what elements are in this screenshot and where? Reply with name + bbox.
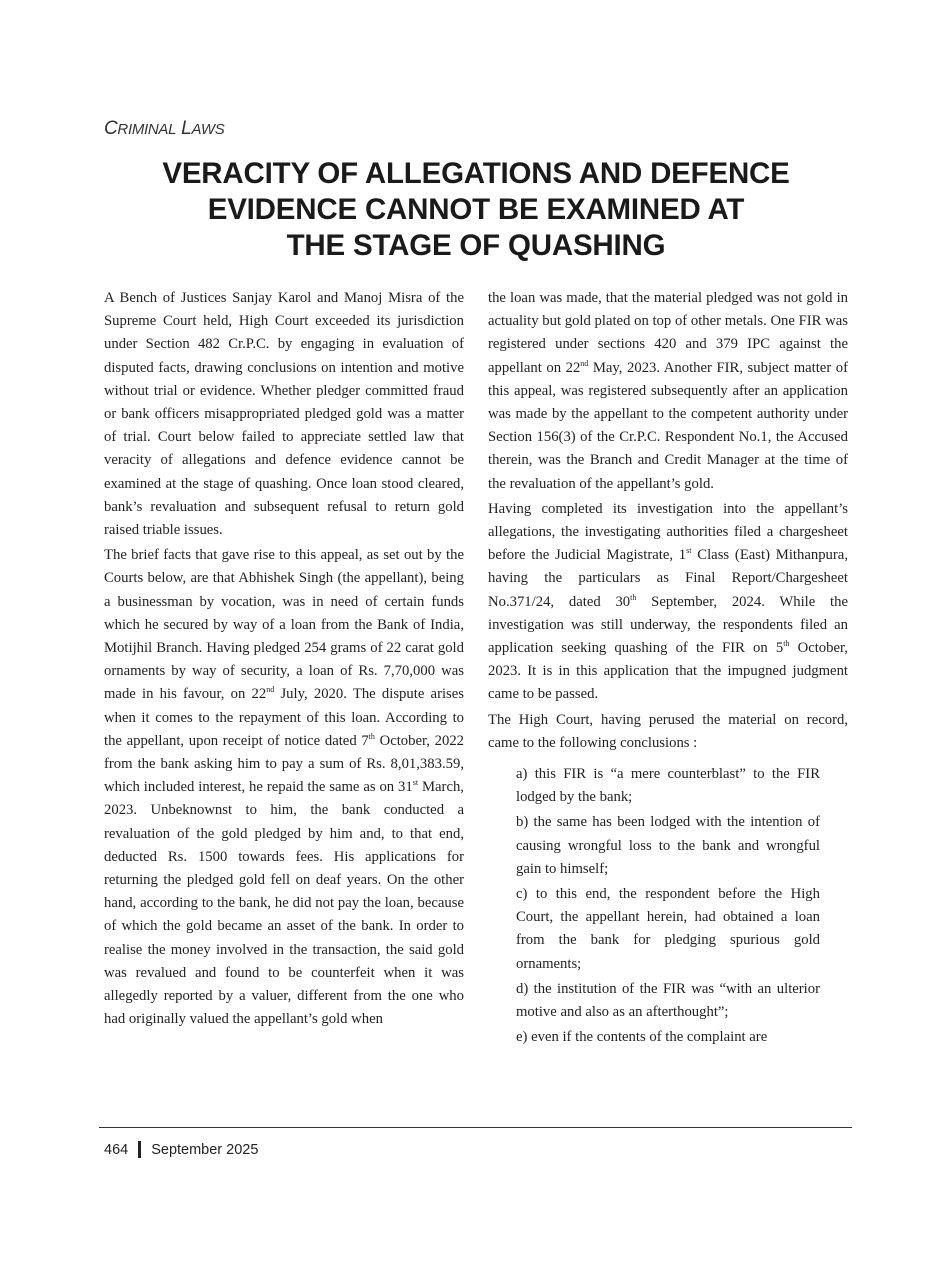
text-run: Class (East) Mithanpura, having the particulars as Final Report/Chargesheet No.371/24, dated 30: [488, 547, 848, 610]
ordinal-suffix: th: [368, 731, 375, 741]
text-run: October, 2022 from the bank asking him to pay a sum of Rs. 8,01,383.59, which included interest, he repaid the same as on 31: [104, 732, 465, 796]
list-item: a) this FIR is “a mere counterblast” to the FIR lodged by the bank;: [516, 766, 820, 806]
text-run: the loan was made, that the material pledged was not gold in actuality but gold plated on top of other metals. One FIR was registered under sections 420 and 379 IPC against the appellant on 22: [488, 290, 848, 376]
list-item: e) even if the contents of the complaint are: [516, 1029, 768, 1046]
title-line: VERACITY OF ALLEGATIONS AND DEFENCE: [162, 157, 790, 190]
title-line: THE STAGE OF QUASHING: [286, 229, 666, 262]
list-item: d) the institution of the FIR was “with an ulterior motive and also as an afterthought”;: [516, 980, 820, 1021]
paragraph: [104, 287, 464, 542]
section-label: [104, 118, 224, 140]
text-run: March, 2023. Unbeknownst to him, the bank conducted a revaluation of the gold pledged by him and, to that end, deducted Rs. 1500 towards fees. His applications for returning the pledged gold fell on deaf years. On the other hand, according to the bank, he did not pay the loan, because of which the gold became an asset of the bank. In order to realise the money involved in the transaction, the said gold was revalued and found to be counterfeit when it was allegedly reported by a valuer, different from the one who had originally valued the appellant’s gold when: [104, 779, 464, 1028]
title-line: EVIDENCE CANNOT BE EXAMINED AT: [207, 193, 745, 226]
footer: [104, 1141, 258, 1158]
section-initial: C: [104, 118, 118, 139]
text-run: A Bench of Justices Sanjay Karol and Manoj Misra of the Supreme Court held, High Court exceeded its jurisdiction under Section 482 Cr.P.C. by engaging in evaluation of disputed facts, drawing conclusions on intention and motive without trial or evidence. Whether pledger committed fraud or bank officers misappropriated pledged gold was a matter of trial. Court below failed to appreciate settled law that veracity of allegations and defence evidence cannot be examined at the stage of quashing. Once loan stood cleared, bank’s revaluation and subsequent refusal to return gold raised triable issues.: [104, 290, 464, 539]
ordinal-suffix: th: [630, 592, 637, 602]
section-rest: AWS: [191, 121, 225, 138]
ordinal-suffix: nd: [580, 358, 589, 368]
text-run: The High Court, having perused the material on record, came to the following conclusions :: [488, 711, 848, 751]
text-run: May, 2023. Another FIR, subject matter of this appeal, was registered subsequently after an application was made by the appellant to the competent authority under Section 156(3) of the Cr.P.C. Respondent No.1, the Accused therein, was the Branch and Credit Manager at the time of the revaluation of the appellant’s gold.: [488, 359, 848, 492]
text-run: July, 2020. The dispute arises when it comes to the repayment of this loan. According to the appellant, upon receipt of notice dated 7: [104, 686, 464, 749]
list-item: b) the same has been lodged with the intention of causing wrongful loss to the bank and wrongful gain to himself;: [516, 814, 820, 877]
paragraph: [488, 498, 848, 707]
section-initial: L: [181, 118, 192, 139]
ordinal-suffix: th: [783, 639, 790, 649]
left-column: [104, 287, 464, 1034]
footer-separator: [138, 1141, 141, 1158]
ordinal-suffix: st: [686, 546, 692, 556]
text-run: Having completed its investigation into the appellant’s allegations, the investigating authorities filed a chargesheet before the Judicial Magistrate, 1: [488, 500, 848, 564]
ordinal-suffix: nd: [266, 685, 275, 695]
right-column: [488, 287, 848, 1052]
page-number: 464: [104, 1141, 129, 1158]
paragraph: [104, 544, 464, 1031]
text-run: September, 2024. While the investigation was still underway, the respondents filed an application seeking quashing of the FIR on 5: [488, 593, 848, 657]
ordinal-suffix: st: [412, 778, 419, 788]
issue-date: September 2025: [151, 1141, 259, 1158]
list-item: c) to this end, the respondent before the High Court, the appellant herein, had obtained a loan from the bank for pledging spurious gold ornaments;: [516, 886, 820, 972]
paragraph: [488, 287, 848, 496]
footer-divider: [99, 1127, 852, 1128]
paragraph: [488, 709, 848, 755]
section-rest: RIMINAL: [117, 121, 177, 138]
text-run: October, 2023. It is in this application that the impugned judgment came to be passed.: [488, 640, 848, 703]
conclusions-list: [516, 763, 820, 1049]
article-title: [104, 156, 848, 264]
text-run: The brief facts that gave rise to this appeal, as set out by the Courts below, are that Abhishek Singh (the appellant), being a businessman by vocation, was in need of certain funds which he secured by way of a loan from the Bank of India, Motijhil Branch. Having pledged 254 grams of 22 carat gold ornaments by way of security, a loan of Rs. 7,70,000 was made in his favour, on 22: [104, 547, 464, 703]
